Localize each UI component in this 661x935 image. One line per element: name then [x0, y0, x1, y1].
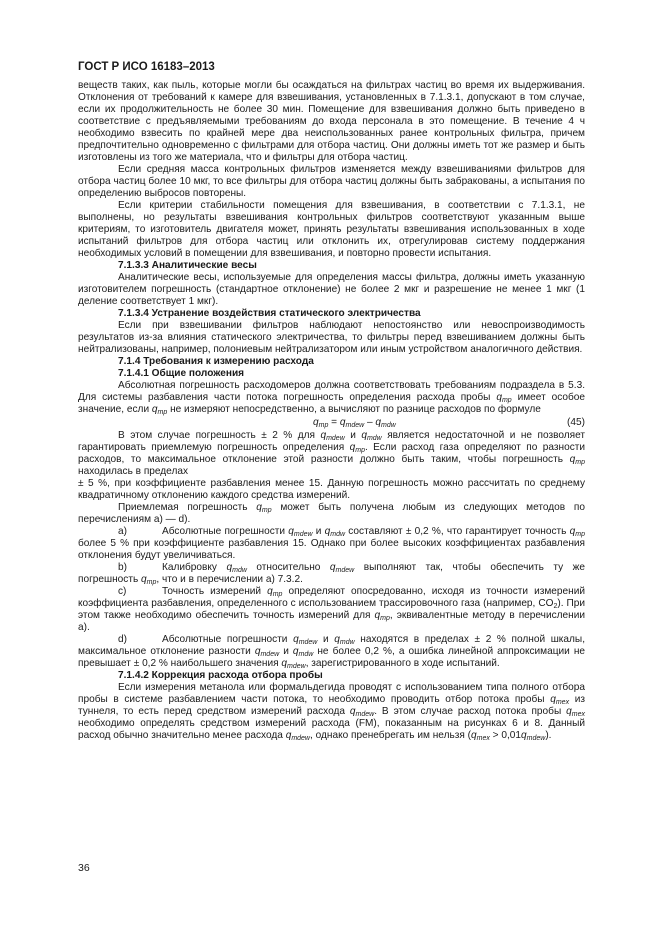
text-run: Точность измерений — [162, 586, 268, 597]
symbol-subscript: mdew — [291, 735, 310, 742]
symbol-base: q — [285, 730, 292, 741]
math-symbol — [375, 610, 390, 621]
symbol-base: q — [151, 404, 158, 415]
text-run: ± 5 %, при коэффициенте разбавления менее 15. Данную погрешность можно рассчитать по среднему квадратичному отклонению каждого средства измерений. — [78, 478, 585, 501]
symbol-base: q — [293, 634, 299, 645]
section-heading — [78, 308, 585, 320]
symbol-base: q — [320, 430, 327, 441]
math-symbol — [471, 730, 490, 741]
symbol-subscript: mdew — [345, 422, 365, 429]
text-run: > 0,01 — [489, 730, 521, 741]
paragraph — [78, 502, 585, 526]
symbol-base: q — [470, 730, 477, 741]
text-run: определяют опосредованно, исходя из точности измерений коэффициента разбавления, определенного с использованием трассировочного газа (например, — [78, 586, 585, 609]
math-symbol — [350, 442, 365, 453]
symbol-base: q — [374, 610, 381, 621]
text-run: 7.1.3.4 Устранение воздействия статического электричества — [118, 308, 421, 319]
text-run: имеет особое значение, если — [78, 392, 585, 415]
symbol-base: q — [267, 586, 273, 597]
symbol-subscript: mdw — [339, 639, 355, 646]
text-run: Если измерения метанола или формальдегида проводят с использованием типа полного отбора пробы в системе разбавлением части потока, то необходимо проводить отбор потока пробы — [78, 682, 585, 705]
math-symbol — [293, 634, 317, 645]
math-symbol — [288, 526, 312, 537]
symbol-base: q — [349, 706, 356, 717]
text-run: и — [279, 646, 293, 657]
math-symbol — [550, 694, 569, 705]
text-run: Абсолютная погрешность расходомеров должна соответствовать требованиям подраздела в 5.3. Для системы разбавления части потока погрешность определения расхода пробы — [78, 380, 585, 403]
symbol-subscript: mdew — [335, 567, 355, 574]
list-item-label: a) — [118, 526, 127, 537]
text-run: 7.1.4.1 Общие положения — [118, 368, 245, 379]
symbol-subscript: mp — [575, 531, 585, 538]
text-run: является недостаточной и не позволяет гарантировать приемлемую погрешность определения — [78, 430, 586, 453]
math-symbol — [361, 430, 381, 441]
math-symbol — [570, 454, 585, 465]
symbol-base: q — [288, 526, 294, 537]
list-item-label: b) — [118, 562, 127, 573]
symbol-subscript: mp — [355, 447, 365, 454]
math-symbol — [350, 706, 374, 717]
text-run: , эквивалентные методу в перечислении а). — [78, 610, 585, 633]
section-heading — [78, 368, 585, 380]
text-run: , зарегистрированного в ходе испытаний. — [305, 658, 500, 669]
math-symbol — [334, 634, 354, 645]
symbol-subscript: mp — [575, 459, 585, 466]
math-symbol — [375, 417, 395, 428]
text-run: более 5 % при коэффициенте разбавления 15. Однако при более высоких коэффициентах разбавления отклонения будут увеличиваться. — [78, 538, 585, 561]
symbol-subscript: mp — [380, 615, 390, 622]
document-header: ГОСТ Р ИСО 16183–2013 — [78, 61, 215, 73]
symbol-subscript: mex — [476, 735, 490, 742]
text-run: и — [312, 526, 325, 537]
symbol-subscript: mp — [146, 579, 157, 586]
text-run: Приемлемая погрешность — [118, 502, 257, 513]
paragraph — [78, 380, 585, 416]
text-run: Если критерии стабильности помещения для взвешивания, в соответствии с 7.1.3.1, не выполнены, но результаты взвешивания контрольных фильтров соответствуют указанным выше критериям, то изготовитель двигателя может, принять результаты взвешивания использованных в ходе испытаний фильтров для отбора частиц или отклонить их, отрегулировав систему поддержания необходимых условий в помещении для взвешивания, и повторно провести испытания. — [78, 200, 585, 259]
text-run: находилась в пределах — [78, 466, 189, 477]
text-run: = — [328, 417, 340, 428]
symbol-subscript: mp — [501, 397, 512, 404]
text-run: Аналитические весы, используемые для определения массы фильтра, должны иметь указанную изготовителем погрешность (стандартное отклонение) не более 2 мкг и разрешение не менее 1 мкг (1 деление соответствует 1 мкг). — [78, 272, 585, 307]
text-run: и — [344, 430, 362, 441]
symbol-base: q — [226, 562, 233, 573]
paragraph — [78, 200, 585, 260]
text-run: 7.1.4 Требования к измерению расхода — [118, 356, 314, 367]
symbol-base: q — [496, 392, 502, 403]
math-symbol — [255, 646, 279, 657]
symbol-subscript: 2 — [553, 603, 558, 610]
math-symbol — [521, 730, 545, 741]
math-symbol — [570, 526, 585, 537]
paragraph — [78, 682, 585, 742]
math-symbol — [313, 417, 328, 428]
symbol-subscript: mdw — [232, 567, 247, 574]
symbol-base: q — [254, 646, 261, 657]
symbol-subscript: mp — [261, 507, 272, 514]
paragraph — [78, 164, 585, 200]
text-run: относительно — [246, 562, 330, 573]
symbol-base: q — [256, 502, 262, 513]
symbol-base: q — [550, 694, 556, 705]
list-item — [78, 526, 585, 562]
text-run: не более 0,2 %, а ошибка линейной аппроксимации не превышает ± 0,2 % наибольшего значения — [78, 646, 586, 669]
symbol-base: q — [566, 706, 572, 717]
text-run: – — [364, 417, 376, 428]
symbol-base: q — [569, 526, 576, 537]
math-symbol — [141, 574, 156, 585]
formula-expression — [313, 416, 396, 430]
text-run: Абсолютные погрешности — [162, 526, 289, 537]
symbol-subscript: mdew — [298, 639, 318, 646]
symbol-subscript: mdew — [326, 435, 345, 442]
symbol-base: q — [329, 562, 336, 573]
text-run: может быть получена любым из следующих методов по перечислениям а) — d). — [78, 502, 585, 525]
text-run: веществ таких, как пыль, которые могли бы осаждаться на фильтрах частиц во время их выдерживания. Отклонения от требований к камере для взвешивания, установленных в 7.1.3.1, допускают в том случае, если их продолжительность не более 30 мин. Помещение для взвешивания должно быть приведено в соответствие с предъявляемыми требованиям до входа персонала в это помещение. В течение 4 ч необходимо взвесить по крайней мере два неиспользованных ранее контрольных фильтра, причем предпочтительно одновременно с фильтрами для отбора частиц. Они должны иметь тот же размер и быть изготовлены из того же материала, что и фильтры для отбора частиц. — [78, 80, 585, 163]
text-run: ). — [545, 730, 552, 741]
symbol-base: q — [339, 417, 346, 428]
section-heading — [78, 356, 585, 368]
symbol-base: q — [569, 454, 576, 465]
text-run: Если средняя масса контрольных фильтров изменяется между взвешиваниями фильтров для отбора частиц более 10 мкг, то все фильтры для отбора частиц должны быть забракованы, а испытания по определению выбросов повторены. — [78, 164, 585, 199]
list-item — [78, 586, 585, 634]
text-run: выполняют так, чтобы обеспечить ту же погрешность — [78, 562, 586, 585]
math-symbol — [566, 706, 585, 717]
text-run: из туннеля, то есть перед средством измерений расхода — [78, 694, 585, 717]
symbol-subscript: mp — [272, 591, 283, 598]
symbol-subscript: mp — [318, 422, 329, 429]
list-item-label: d) — [118, 634, 127, 645]
symbol-base: q — [281, 658, 287, 669]
text-run: , что и в перечислении а) 7.3.2. — [156, 574, 303, 585]
math-symbol — [286, 730, 310, 741]
text-run: Калибровку — [162, 562, 227, 573]
document-body — [78, 80, 585, 742]
paragraph — [78, 80, 585, 164]
symbol-subscript: mdew — [260, 651, 280, 658]
math-symbol — [293, 646, 313, 657]
symbol-subscript: mex — [555, 699, 570, 706]
math-symbol — [281, 658, 305, 669]
symbol-base: q — [349, 442, 356, 453]
paragraph — [78, 320, 585, 356]
text-run: , однако пренебрегать им нельзя ( — [310, 730, 471, 741]
paragraph — [78, 478, 585, 502]
text-run: необходимо определять средством измерений расхода (FM), показанным на рисунках 6 и 8. Данный расход обычно значительно менее расхода — [78, 718, 585, 741]
symbol-subscript: mdew — [293, 531, 313, 538]
text-run: Абсолютные погрешности — [162, 634, 294, 645]
symbol-subscript: mdw — [298, 651, 314, 658]
list-item — [78, 562, 585, 586]
section-heading — [78, 670, 585, 682]
text-run: Если при взвешивании фильтров наблюдают непостоянство или невоспроизводимость результатов из-за влияния статического электричества, то фильтры перед взвешиванием должны быть нейтрализованы, например, полониевым нейтрализатором или иным устройством аналогичного действия. — [78, 320, 585, 355]
list-item — [78, 634, 585, 670]
symbol-subscript: mdw — [366, 435, 382, 442]
math-symbol — [256, 502, 271, 513]
paragraph — [78, 430, 585, 478]
symbol-base: q — [521, 730, 527, 741]
text-run: составляют ± 0,2 %, что гарантирует точность — [345, 526, 570, 537]
text-run: находятся в пределах ± 2 % полной шкалы, максимальное отклонение разности — [78, 634, 585, 657]
text-run: . В этом случае расход потока пробы — [374, 706, 567, 717]
symbol-base: q — [375, 417, 382, 428]
math-symbol — [152, 404, 167, 415]
paragraph — [78, 272, 585, 308]
math-symbol — [496, 392, 511, 403]
symbol-subscript: mdw — [330, 531, 346, 538]
math-symbol — [267, 586, 282, 597]
formula — [78, 416, 585, 430]
text-run: 7.1.3.3 Аналитические весы — [118, 260, 257, 271]
text-run: и — [317, 634, 335, 645]
symbol-subscript: mdew — [287, 663, 306, 670]
symbol-subscript: mdew — [355, 711, 375, 718]
math-symbol — [538, 598, 557, 609]
math-symbol — [226, 562, 246, 573]
symbol-subscript: mex — [571, 711, 585, 718]
text-run: В этом случае погрешность ± 2 % для — [118, 430, 321, 441]
symbol-base: CO — [538, 598, 554, 609]
symbol-subscript: mdew — [526, 735, 546, 742]
math-symbol — [325, 526, 345, 537]
math-symbol — [330, 562, 354, 573]
formula-number: (45) — [567, 417, 585, 428]
math-symbol — [340, 417, 364, 428]
page-number: 36 — [78, 862, 90, 874]
text-run: 7.1.4.2 Коррекция расхода отбора пробы — [118, 670, 323, 681]
symbol-subscript: mp — [157, 409, 168, 416]
symbol-base: q — [313, 417, 319, 428]
text-run: ). При этом также необходимо обеспечить точность измерений для — [78, 598, 585, 621]
math-symbol — [320, 430, 344, 441]
symbol-base: q — [292, 646, 299, 657]
symbol-base: q — [324, 526, 331, 537]
symbol-subscript: mdw — [381, 422, 396, 429]
text-run: . Если расход газа определяют по разности расходов, то максимальное отклонение этой разности должно быть таким, чтобы погрешность — [78, 442, 585, 465]
symbol-base: q — [141, 574, 147, 585]
text-run: не измеряют непосредственно, а вычисляют по разнице расходов по формуле — [167, 404, 541, 415]
symbol-base: q — [334, 634, 340, 645]
symbol-base: q — [361, 430, 367, 441]
list-item-label: c) — [118, 586, 127, 597]
section-heading — [78, 260, 585, 272]
